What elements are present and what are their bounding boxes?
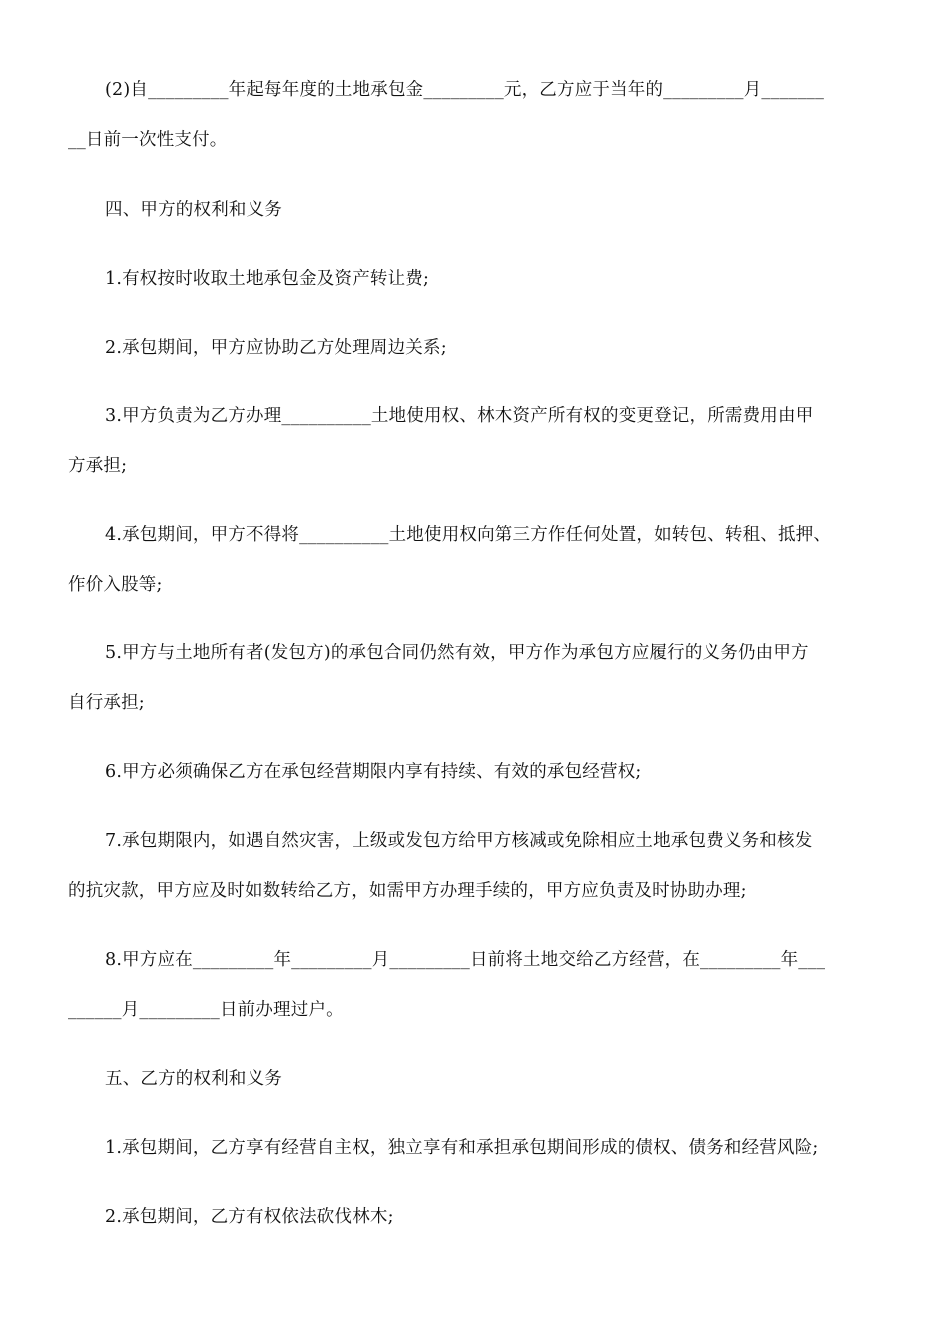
clause-a-5-line-2: 自行承担; <box>68 693 145 713</box>
clause-b-1: 1.承包期间，乙方享有经营自主权，独立享有和承担承包期间形成的债权、债务和经营风险; <box>105 1138 819 1158</box>
clause-a-6: 6.甲方必须确保乙方在承包经营期限内享有持续、有效的承包经营权; <box>105 762 642 782</box>
clause-a-8-line-2: ______月_________日前办理过户。 <box>68 1000 344 1020</box>
clause-a-8-line-1: 8.甲方应在_________年_________月_________日前将土地交给乙方经营，在_________年___ <box>105 950 826 970</box>
clause-a-4-line-1: 4.承包期间，甲方不得将__________土地使用权向第三方作任何处置，如转包、转租、抵押、 <box>105 525 832 545</box>
clause-a-4-line-2: 作价入股等; <box>68 575 163 595</box>
clause-a-2: 2.承包期间，甲方应协助乙方处理周边关系; <box>105 338 447 358</box>
clause-a-3-line-1: 3.甲方负责为乙方办理__________土地使用权、林木资产所有权的变更登记，所需费用由甲 <box>105 406 814 426</box>
clause-b-2: 2.承包期间，乙方有权依法砍伐林木; <box>105 1207 394 1227</box>
paragraph-payment-terms-line-2: __日前一次性支付。 <box>68 130 228 150</box>
clause-a-7-line-1: 7.承包期限内，如遇自然灾害，上级或发包方给甲方核减或免除相应土地承包费义务和核发 <box>105 831 813 851</box>
clause-a-3-line-2: 方承担; <box>68 456 128 476</box>
section-heading-party-b: 五、乙方的权利和义务 <box>105 1069 282 1089</box>
clause-a-5-line-1: 5.甲方与土地所有者(发包方)的承包合同仍然有效，甲方作为承包方应履行的义务仍由甲方 <box>105 643 809 663</box>
clause-a-1: 1.有权按时收取土地承包金及资产转让费; <box>105 269 430 289</box>
clause-a-7-line-2: 的抗灾款，甲方应及时如数转给乙方，如需甲方办理手续的，甲方应负责及时协助办理; <box>68 881 747 901</box>
paragraph-payment-terms-line-1: (2)自_________年起每年度的土地承包金_________元，乙方应于当年的_________月_______ <box>105 80 825 100</box>
section-heading-party-a: 四、甲方的权利和义务 <box>105 200 282 220</box>
